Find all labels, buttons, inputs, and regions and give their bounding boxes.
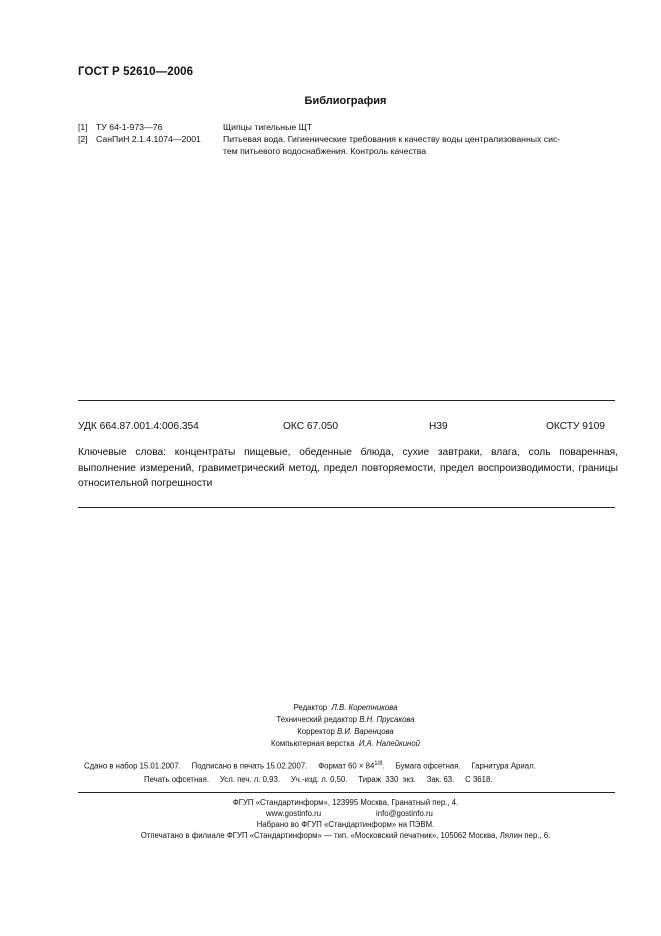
group-code: Н39 xyxy=(429,421,448,432)
bib-entry-num: [1] xyxy=(78,122,88,132)
divider-rule xyxy=(78,792,615,793)
keywords: Ключевые слова: концентраты пищевые, обеденные блюда, сухие завтраки, влага, соль поваренная, выполнение измерений, гравиметрический метод, предел повторяемости, предел воспроизводимости, границы относительной погрешности xyxy=(78,447,618,489)
oks-code: ОКС 67.050 xyxy=(283,421,339,432)
credit-editor xyxy=(0,702,661,715)
publisher-typeset: Набрано во ФГУП «Стандартинформ» на ПЭВМ. xyxy=(256,820,435,829)
bib-entry-code: СанПиН 2.1.4.1074—2001 xyxy=(96,134,201,144)
bibliography-title: Библиография xyxy=(304,95,387,107)
publisher-address: ФГУП «Стандартинформ», 123995 Москва, Гранатный пер., 4. xyxy=(232,798,459,807)
credit-label: Редактор xyxy=(293,703,328,712)
imprint-text: . Бумага офсетная. Гарнитура Ариал. xyxy=(382,761,536,771)
credit-name: В.И. Варенцова xyxy=(336,727,394,736)
credit-name: Л.В. Коретникова xyxy=(331,703,398,712)
bib-entry-text: Щипцы тигельные ЩТ xyxy=(223,122,313,132)
bib-entry-text: тем питьевого водоснабжения. Контроль качества xyxy=(223,146,427,156)
credit-label: Корректор xyxy=(297,727,335,736)
document-header: ГОСТ Р 52610—2006 xyxy=(78,66,194,78)
okstu-code: ОКСТУ 9109 xyxy=(546,421,605,432)
credit-layout xyxy=(0,738,661,751)
credit-label: Технический редактор xyxy=(276,715,358,724)
publisher-printed: Отпечатано в филиале ФГУП «Стандартинформ» — тип. «Московский печатник», 105062 Москва, Лялин пер., 6. xyxy=(140,831,551,840)
bib-entry-code: ТУ 64-1-973—76 xyxy=(96,122,163,132)
bib-entry-text: Питьевая вода. Гигиенические требования к качеству воды централизованных сис- xyxy=(223,134,561,144)
credit-label: Компьютерная верстка xyxy=(270,739,355,748)
publisher-email: info@gostinfo.ru xyxy=(376,809,433,818)
credit-name: В.Н. Прусакова xyxy=(359,715,415,724)
divider-rule xyxy=(78,507,615,508)
bib-entry-num: [2] xyxy=(78,134,88,144)
credit-corrector xyxy=(0,726,661,739)
credit-tech-editor xyxy=(0,714,661,727)
credit-name: И.А. Налейкиной xyxy=(358,739,421,748)
format-fraction: 1/8 xyxy=(374,761,383,767)
udk-code: УДК 664.87.001.4:006.354 xyxy=(78,421,199,432)
imprint-line-2: Печать офсетная. Усл. печ. л. 0,93. Уч.-изд. л. 0,50. Тираж 330 экз. Зак. 63. С 3618. xyxy=(144,775,493,784)
imprint-text: Сдано в набор 15.01.2007. Подписано в печать 15.02.2007. Формат 60 × 84 xyxy=(84,761,375,771)
publisher-website: www.gostinfo.ru xyxy=(266,809,322,818)
imprint-line-1 xyxy=(84,761,536,771)
divider-rule xyxy=(78,400,615,401)
